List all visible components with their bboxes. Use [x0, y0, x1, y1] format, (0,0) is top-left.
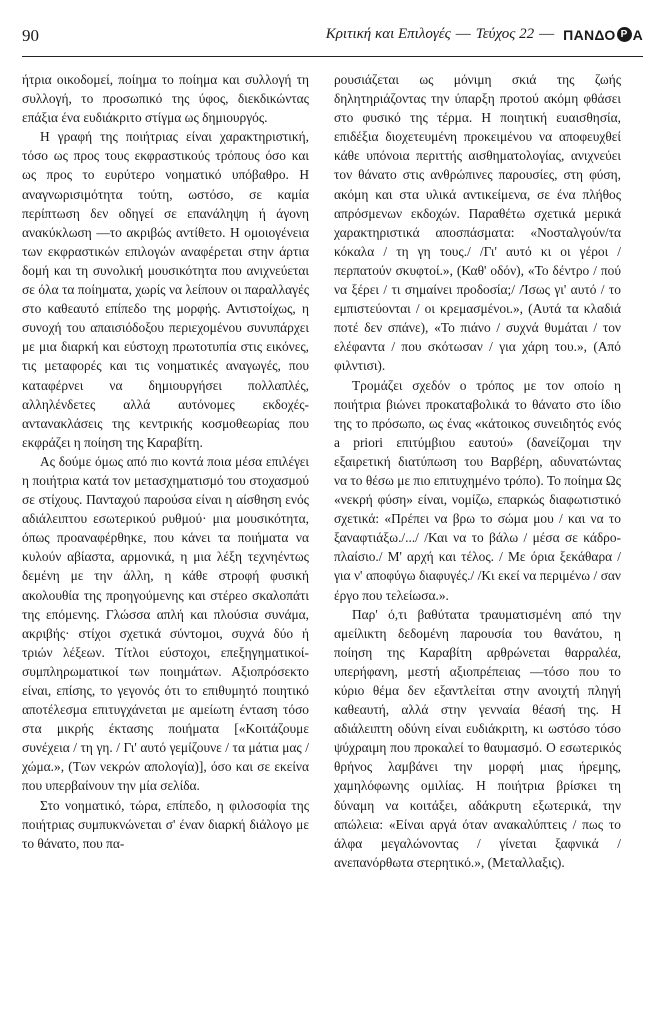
running-head [326, 26, 643, 43]
paragraph: ρουσιάζεται ως μόνιμη σκιά της ζωής δηλητηριάζοντας την ύπαρξη προτού ακόμη φθάσει στο φυσικό της τέρμα. Η ποιητική ευαισθησία, επιδέξια διοχετευμένη προκειμένου να αποφευχθεί κάθε υπόνοια περιττής αισθηματολογίας, ανιχνεύει τον θάνατο στις ανθρώπινες παρουσίες, στη φύση, ακόμη και στα υλικά αντικείμενα, σε ένα πλήθος απρόσμενων εκδοχών. Παραθέτω σχετικά μερικά χαρακτηριστικά αποσπάσματα: «Νοσταλγούν/τα κόκαλα / τη γη τους./ /Γι' αυτό κι οι γέροι / περπατούν σκυφτοί.», (Καθ' οδόν), «Το δέντρο / πού να ξέρει / τι σημαίνει προδοσία;/ /Ίσως γι' αυτό / το εμπιστεύονται / οι κρεμασμένοι.», (Αυτά τα κλαδιά ποτέ δεν σπάνε), «Το πιάνο / συχνά θυμάται / τον ελέφαντα / που σκότωσαν / για χάρη του.», (Από φιλντισι). [334, 72, 621, 374]
section-title: Κριτική και Επιλογές [325, 26, 451, 42]
paragraph: Παρ' ό,τι βαθύτατα τραυματισμένη από την αμείλικτη δεδομένη παρουσία του θανάτου, η ποίηση της Καραβίτη αρθρώνεται θαρραλέα, υπερήφανη, μεστή αξιοπρέπειας —τόσο που το κύριο θέμα δεν εξαντλείται στην ανοιχτή πληγή καθεαυτή, αλλά στην γενναία θέασή της. Η αδιάλειπτη οδύνη είναι ευδιάκριτη, κι ωστόσο τόσο ψύχραιμη που προκαλεί το θαυμασμό. Ο εσωτερικός θρήνος λαμβάνει την μορφή μιας ήρεμης, χαμηλόφωνης ομιλίας. Η ποιήτρια βρίσκει τη δύναμη να κοιτάξει, αδάκρυτη εξωτερικά, την απώλεια: «Είναι αργά όταν ανακαλύπτεις / πως το άλφα μεγαλώνοντας / γίνεται ξαφνικά / ανεπανόρθωτα στερητικό.», (Μεταλλαξις). [334, 606, 621, 870]
header-rule [22, 56, 643, 57]
paragraph: Η γραφή της ποιήτριας είναι χαρακτηριστική, τόσο ως προς τους εκφραστικούς τρόπους όσο και ως προς το ευρύτερο νοηματικό υπόβαθρο. Η αναγνωρισιμότητα τούτη, ωστόσο, σε καμία περίπτωση δεν οδηγεί σε επανάληψη ή άγονη ανακύκλωση —το ακριβώς αντίθετο. Η ομοιογένεια των εκφραστικών επιλογών αναφέρεται στην άρτια δομή και τη συνολική μουσικότητα που ανιχνεύεται σε όλα τα ποίηματα, χωρίς να λείπουν οι παραλλαγές στο καθεαυτό επίπεδο της μορφής. Αντιστοίχως, η συνοχή του απαισιόδοξου περιεχομένου συνυπάρχει με μια διαρκή και εύστοχη πρωτοτυπία στις εικόνες, τις μεταφορές και τις νοηματικές αναγωγές, που καταφέρνει να δημιουργήσει πολλαπλές, αλληλένδετες αλλά αυτόνομες εκδοχές-αντανακλάσεις της κεντρικής κοσμοθεωρίας που εκφράζει η ποίηση της Καραβίτη. [22, 129, 309, 450]
logo-mark-icon: Ρ [617, 27, 632, 42]
pandora-logo [563, 27, 643, 43]
page-number: 90 [22, 26, 39, 45]
right-column [334, 70, 621, 872]
page-header [22, 22, 643, 54]
logo-text-end: Α [632, 26, 643, 43]
header-separator: — [455, 26, 471, 42]
issue-label: Τεύχος 22 [475, 26, 535, 42]
header-separator-2: — [539, 26, 555, 42]
paragraph: ήτρια οικοδομεί, ποίημα το ποίημα και συλλογή τη συλλογή, το προσωπικό της ύφος, διεκδικώντας επάξια ένα ευδιάκριτο στίγμα ως δημιουργός. [22, 72, 309, 126]
paragraph: Στο νοηματικό, τώρα, επίπεδο, η φιλοσοφία της ποιήτριας συμπυκνώνεται σ' έναν διαρκή διάλογο με το θάνατο, που πα- [22, 797, 309, 851]
paragraph: Τρομάζει σχεδόν ο τρόπος με τον οποίο η ποιήτρια βιώνει προκαταβολικά το θάνατο στο ίδιο της το πρόσωπο, ως ένας «κάτοικος συνειδητός ενός a priori επιτύμβιου εαυτού» (δανείζομαι την εξαιρετική διατύπωση του Βαρβέρη, αδυνατώντας να το θέσω με πιο επιτυχημένο τρόπο). Το ποίημα Ως «νεκρή φύση» είναι, νομίζω, επαρκώς διαφωτιστικό σχετικά: «Πρέπει να βρω το σώμα μου / και να το ξαναφτιάξω./.../ /Και να το βάλω / μέσα σε κάδρο-πλαίσιο./ Μ' αρχή και τέλος. / Με όρια ξεκάθαρα / για ν' αποφύγω διαφυγές./ /Κι εκεί να περιμένω / σαν έργο που τελείωσα.». [334, 377, 621, 603]
paragraph: Ας δούμε όμως από πιο κοντά ποια μέσα επιλέγει η ποιήτρια κατά τον μετασχηματισμό του στοχασμού σε στίχους. Πανταχού παρούσα είναι η αίσθηση ενός αδιάλειπτου εσωτερικού ρυθμού· μια μουσικότητα, όπως προαναφέρθηκε, που κάνει τα ποιήματα να κυλούν αβίαστα, αρμονικά, η μια λέξη τεχνηέντως δεμένη με την άλλη, η κάθε στροφή φυσική ακολουθία της προηγούμενης και στέρεο σκαλοπάτι της επόμενης. Γλώσσα απλή και πλούσια συνάμα, ακριβής· στίχοι σχετικά σύντομοι, συχνά δύο ή τριών λέξεων. Τίτλοι εύστοχοι, επεξηγηματικοί-συμπληρωματικοί των ποιημάτων. Αξιοπρόσεκτο είναι, επίσης, το γεγονός ότι το επιθυμητό ποιητικό αποτέλεσμα επιτυγχάνεται με αμείωτη ένταση τόσο στα μικρής έκτασης ποιήματα [«Κοιτάζουμε συνέχεια / τη γη. / Γι' αυτό γεμίζουνε / τα μάτια μας / χώμα.», (Των νεκρών απολογία)], όσο και σε εκείνα που υπερβαίνουν την μία σελίδα. [22, 453, 309, 794]
left-column [22, 70, 309, 853]
logo-text-start: ΠΑΝΔΟ [563, 26, 616, 43]
